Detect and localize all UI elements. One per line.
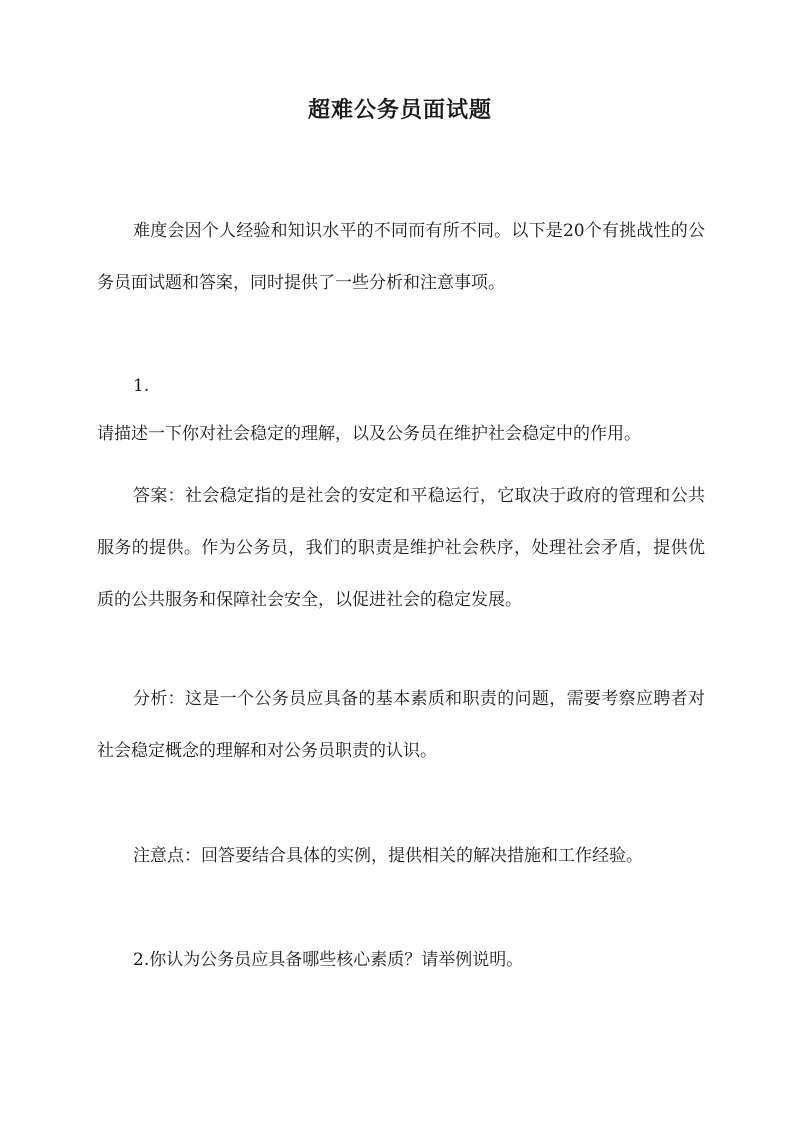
question-1-text: 请描述一下你对社会稳定的理解，以及公务员在维护社会稳定中的作用。 bbox=[97, 424, 641, 444]
question-1-notes: 注意点：回答要结合具体的实例，提供相关的解决措施和工作经验。 bbox=[133, 846, 643, 866]
question-1-answer: 答案：社会稳定指的是社会的安定和平稳运行，它取决于政府的管理和公共服务的提供。作为公务员，我们的职责是维护社会秩序，处理社会矛盾，提供优质的公共服务和保障社会安全，以促进社会的稳定发展。 bbox=[97, 486, 705, 610]
question-2-text: 2.你认为公务员应具备哪些核心素质？请举例说明。 bbox=[133, 950, 524, 970]
document-title: 超难公务员面试题 bbox=[307, 97, 492, 123]
question-1-analysis: 分析：这是一个公务员应具备的基本素质和职责的问题，需要考察应聘者对社会稳定概念的理解和对公务员职责的认识。 bbox=[97, 689, 705, 761]
question-1-number: 1. bbox=[133, 376, 150, 396]
intro-paragraph: 难度会因个人经验和知识水平的不同而有所不同。以下是20个有挑战性的公务员面试题和答案，同时提供了一些分析和注意事项。 bbox=[97, 221, 705, 293]
